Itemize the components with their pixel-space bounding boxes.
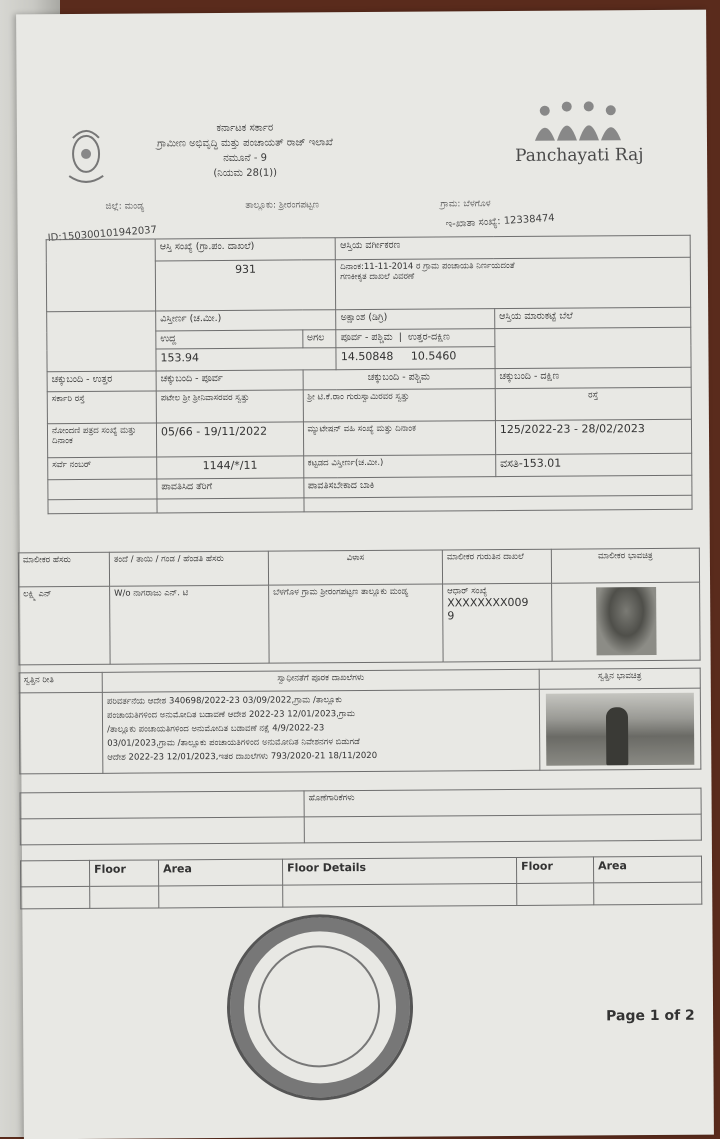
document-page [16,10,714,1139]
area-label: ವಿಸ್ತೀರ್ಣ (ಚ.ಮೀ.) [156,310,336,331]
deed-value: 05/66 - 19/11/2022 [156,422,303,457]
market-value-label: ಆಸ್ತಿಯ ಮಾರುಕಟ್ಟೆ ಬೆಲೆ [494,307,690,328]
acquisition-table [19,668,702,775]
district: ಜಿಲ್ಲೆ: ಮಂಡ್ಯ [105,201,145,212]
north-boundary-label: ಚಕ್ಕುಬಂದಿ - ಉತ್ತರ [47,371,156,392]
liabilities-label: ಹೊಣೆಗಾರಿಕೆಗಳು [304,788,701,817]
header-block [125,120,365,182]
north-south-value: 10.5460 [410,349,457,363]
acquisition-label: ಸ್ವತ್ತಿನ ರೀತಿ [19,672,102,693]
official-seal [226,914,413,1101]
deed-label: ನೋಂದಣಿ ಪತ್ರದ ಸಂಖ್ಯೆ ಮತ್ತು ದಿನಾಂಕ [47,423,156,458]
owner-name-header: ಮಾಲೀಕರ ಹೆಸರು [18,552,109,587]
acquisition-doc-line-2: ಪಂಚಾಯತಿಗಳಿಂದ ಅನುಮೋದಿತ ಬಡಾವಣೆ ಆದೇಶ 2022-23 12/01/2023,ಗ್ರಾಮ [106,709,355,721]
floor-details-header: Floor Details [282,857,516,885]
property-id: ID:150300101942037 [47,224,158,245]
mutation-label: ಮ್ಯುಟೇಷನ್ ವಹಿ ಸಂಖ್ಯೆ ಮತ್ತು ದಿನಾಂಕ [303,421,496,456]
owner-address-header: ವಿಳಾಸ [268,550,442,585]
govt-name: ಕರ್ನಾಟಕ ಸರ್ಕಾರ [216,122,274,135]
owner-relation: W/o ನಾಗರಾಜು ಎನ್. ಟಿ [110,585,270,664]
mutation-value: 125/2022-23 - 28/02/2023 [495,419,691,454]
form-sheet [22,70,701,1125]
east-west-label: ಪೂರ್ವ - ಪಶ್ಚಿಮ [340,331,393,344]
owner-id-label: ಆಧಾರ್ ಸಂಖ್ಯೆ [447,586,488,597]
panchayati-raj-title: Panchayati Raj [515,145,644,166]
property-type-label: ಆಸ್ತಿಯ ವರ್ಗೀಕರಣ [335,235,690,259]
owner-photo-header: ಮಾಲೀಕರ ಭಾವಚಿತ್ರ [551,548,699,583]
site-photo-label: ಸ್ವತ್ತಿನ ಭಾವಚಿತ್ರ [539,668,700,689]
taluk: ತಾಲ್ಲೂಕು: ಶ್ರೀರಂಗಪಟ್ಟಣ [245,200,320,211]
page-number: Page 1 of 2 [606,1007,695,1025]
survey-label: ಸರ್ವೆ ನಂಬರ್ [48,457,157,480]
karnataka-emblem-icon [63,124,109,194]
west-boundary: ಶ್ರೀ ಟಿ.ಕೆ.ರಾಂ ಗುರುಸ್ವಾಮಿರವರ ಸ್ವತ್ತು [303,389,496,422]
official-seal-inner [258,945,381,1068]
property-details-table: ಆಸ್ತಿ ಸಂಖ್ಯೆ (ಗ್ರಾ.ಪಂ. ದಾಖಲೆ) ಆಸ್ತಿಯ ವರ್ಗೀಕರಣ 931 ದಿನಾಂಕ:11-11-2014 ರ ಗ್ರಾಮ ಪಂಚಾಯತಿ ನಿರ್ಣಯದಂತೆ ಗಣಕೀಕೃತ ದಾಖಲೆ ವಿವರಣೆ ವಿಸ್ತೀರ್ಣ (ಚ.ಮೀ.) ಅಕ್ಷಾಂಶ (ಡಿಗ್ರಿ) ಆಸ್ತಿಯ ಮಾರುಕಟ್ಟೆ ಬೆಲೆ ಉದ್ದ ಅಗಲ ಪೂರ್ವ - ಪಶ್ಚಿಮ | ಉತ್ತರ-ದಕ್ಷಿಣ 153.94 14.50848 10.5460 ಚಕ್ಕುಬಂದಿ - ಉತ್ತರ ಚಕ್ಕುಬಂದಿ - ಪೂರ್ವ ಚಕ್ಕುಬಂದಿ - ಪಶ್ಚಿಮ ಚಕ್ಕುಬಂದಿ - ದಕ್ಷಿಣ ಸರ್ಕಾರಿ ರಸ್ತೆ ಪಟೇಲ ಶ್ರೀ ಶ್ರೀನಿವಾಸರವರ ಸ್ವತ್ತು ಶ್ರೀ ಟಿ.ಕೆ.ರಾಂ ಗುರುಸ್ವಾಮಿರವರ ಸ್ವತ್ತು ರಸ್ತೆ ನೋಂದಣಿ ಪತ್ರದ ಸಂಖ್ಯೆ ಮತ್ತು ದಿನಾಂಕ 05/66 - 19/11/2022 ಮ್ಯುಟೇಷನ್ ವಹಿ ಸಂಖ್ಯೆ ಮತ್ತು ದಿನಾಂಕ 125/2022-23 - 28/02/2023 ಸರ್ವೆ ನಂಬರ್ 1144/*/11 ಕಟ್ಟಡದ ವಿಸ್ತೀರ್ಣ(ಚ.ಮೀ.) ವಸತಿ-153.01 ಪಾವತಿಸಿದ ತೆರಿಗೆ ಪಾವತಿಸಬೇಕಾದ ಬಾಕಿ [46,235,693,514]
tax-paid-label: ಪಾವತಿಸಿದ ತೆರಿಗೆ [157,478,304,499]
floor-header-2: Floor [516,857,593,884]
property-type-line-1: ದಿನಾಂಕ:11-11-2014 ರ ಗ್ರಾಮ ಪಂಚಾಯತಿ ನಿರ್ಣಯದಂತೆ [340,260,515,273]
survey-value: 1144/*/11 [157,456,304,479]
built-area-label: ಕಟ್ಟಡದ ವಿಸ್ತೀರ್ಣ(ಚ.ಮೀ.) [303,455,495,478]
department-name: ಗ್ರಾಮೀಣ ಅಭಿವೃದ್ಧಿ ಮತ್ತು ಪಂಚಾಯತ್ ರಾಜ್ ಇಲಾಖೆ [157,137,333,150]
coords-label: ಅಕ್ಷಾಂಶ (ಡಿಗ್ರಿ) [336,309,495,330]
west-boundary-label: ಚಕ್ಕುಬಂದಿ - ಪಶ್ಚಿಮ [303,369,495,390]
owner-photo [596,587,656,655]
owner-address: ಬೆಳಗೊಳ ಗ್ರಾಮ ಶ್ರೀರಂಗಪಟ್ಟಣ ತಾಲ್ಲೂಕು ಮಂಡ್ಯ [269,584,444,663]
east-boundary-label: ಚಕ್ಕುಬಂದಿ - ಪೂರ್ವ [156,370,303,391]
owner-id-tail: 9 [447,609,455,623]
acquisition-doc-line-3: /ತಾಲ್ಲೂಕು ಪಂಚಾಯತಿಗಳಿಂದ ಅನುಮೋದಿತ ಬಡಾವಣೆ ನಕ್ಷೆ 4/9/2022-23 [107,723,325,735]
owner-id-header: ಮಾಲೀಕರ ಗುರುತಿನ ದಾಖಲೆ [442,549,551,584]
width-label: ಅಗಲ [302,330,336,348]
site-photo [546,693,694,766]
length-label: ಉದ್ದ [156,330,303,349]
east-west-value: 14.50848 [340,349,394,364]
acquisition-doc-line-4: 03/01/2023,ಗ್ರಾಮ /ತಾಲ್ಲೂಕು ಪಂಚಾಯತಿಗಳಿಂದ ಅನುಮೋದಿತ ನಿವೇಶನಗಳ ಬಿಡುಗಡೆ [107,737,360,749]
acquisition-doc-line-5: ಆದೇಶ 2022-23 12/01/2023,ಇತರ ದಾಖಲೆಗಳು 793/2020-21 18/11/2020 [107,750,378,763]
property-number-label: ಆಸ್ತಿ ಸಂಖ್ಯೆ (ಗ್ರಾ.ಪಂ. ದಾಖಲೆ) [155,238,335,261]
area-header: Area [158,859,282,886]
owner-name: ಲಕ್ಷ್ಮಿ ಎನ್ [19,586,111,665]
rule-reference: (ನಿಯಮ 28(1)) [213,167,278,180]
gram-panchayat: ಗ್ರಾಮ: ಬೆಳಗೊಳ [440,199,491,210]
north-boundary: ಸರ್ಕಾರಿ ರಸ್ತೆ [47,391,156,424]
built-area-value: ವಸತಿ-153.01 [496,453,692,476]
south-boundary: ರಸ್ತೆ [495,387,691,420]
area-value: 153.94 [156,348,336,371]
form-number: ನಮೂನೆ - 9 [223,152,268,164]
liabilities-table [20,788,702,846]
panchayati-raj-logo-icon [525,100,635,146]
owner-table [18,548,701,666]
east-boundary: ಪಟೇಲ ಶ್ರೀ ಶ್ರೀನಿವಾಸರವರ ಸ್ವತ್ತು [156,390,303,423]
owner-id-value: XXXXXXXX009 [447,595,529,610]
site-photo-figure [606,707,628,765]
acquisition-docs-label: ಸ್ವಾಧೀನತೆಗೆ ಪೂರಕ ದಾಖಲೆಗಳು [102,669,539,692]
north-south-label: ಉತ್ತರ-ದಕ್ಷಿಣ [407,331,450,343]
acquisition-docs [102,689,540,773]
tax-pending-label: ಪಾವತಿಸಬೇಕಾದ ಬಾಕಿ [303,475,692,498]
ekhata-number: ಇ-ಖಾತಾ ಸಂಖ್ಯೆ: 12338474 [445,212,555,231]
property-type-line-2: ಗಣಕೀಕೃತ ದಾಖಲೆ ವಿವರಣೆ [340,271,415,283]
property-number: 931 [155,260,336,311]
floor-header: Floor [89,860,158,886]
property-type-value [336,257,691,309]
area-header-2: Area [593,856,701,883]
south-boundary-label: ಚಕ್ಕುಬಂದಿ - ದಕ್ಷಿಣ [495,367,691,388]
acquisition-doc-line-1: ಪರಿವರ್ತನೆಯ ಆದೇಶ 340698/2022-23 03/09/2022,ಗ್ರಾಮ /ತಾಲ್ಲೂಕು [106,695,342,707]
owner-relation-header: ತಂದೆ / ತಾಯಿ / ಗಂಡ / ಹೆಂಡತಿ ಹೆಸರು [109,551,268,586]
floors-table [20,856,702,910]
